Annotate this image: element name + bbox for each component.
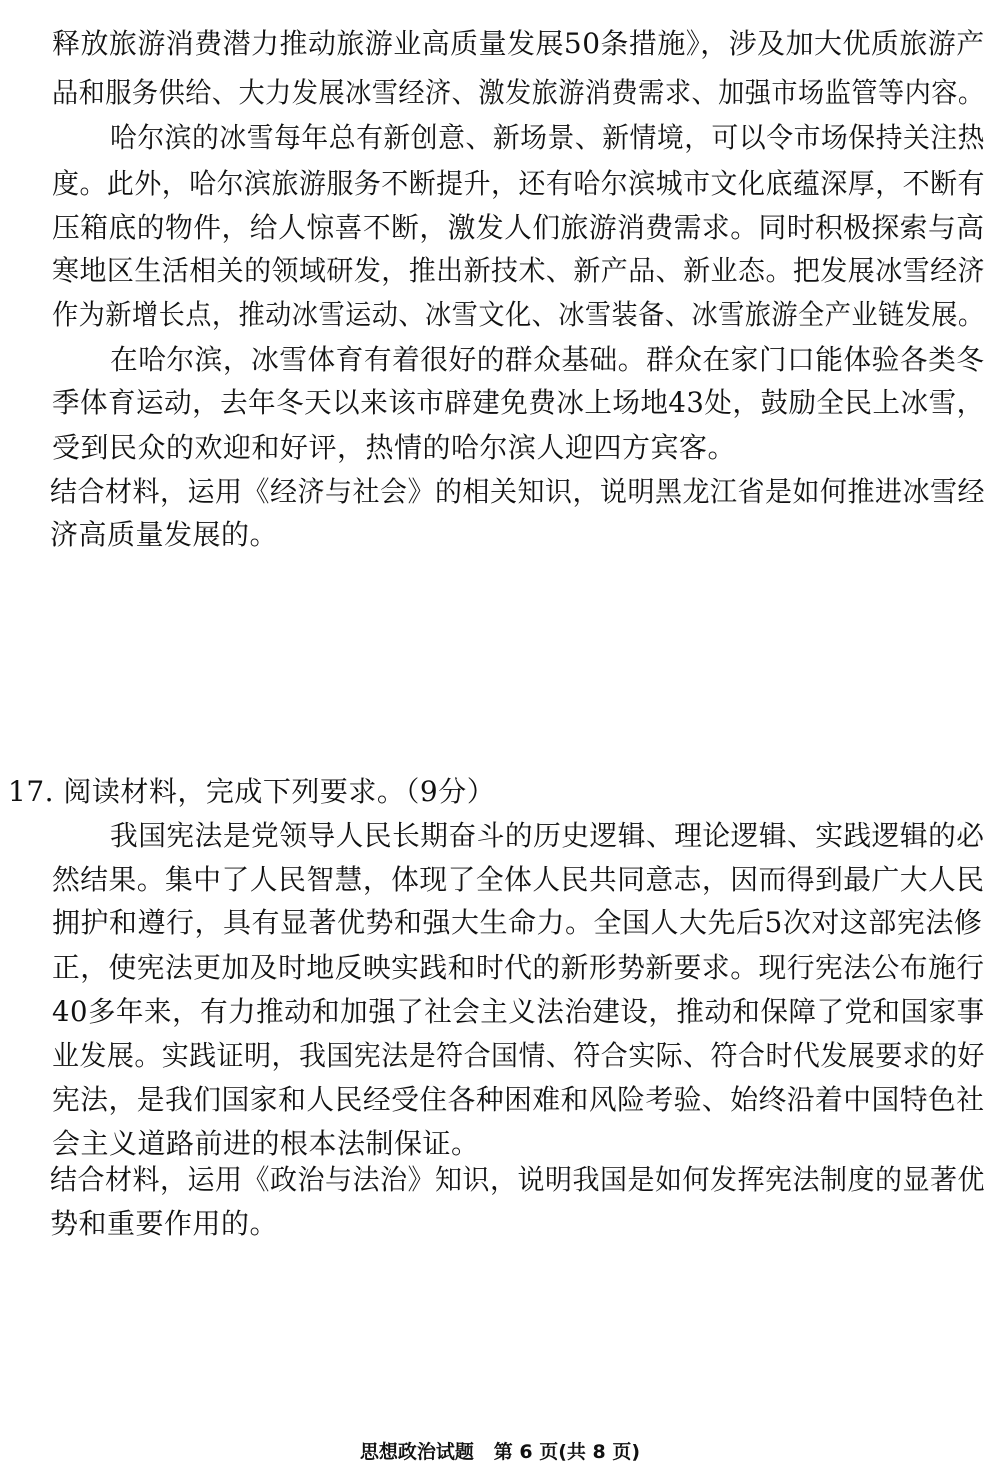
material-line: 压箱底的物件，给人惊喜不断，激发人们旅游消费需求。同时积极探索与高 (52, 211, 985, 244)
question-line: 济高质量发展的。 (50, 518, 279, 551)
material-line: 宪法，是我们国家和人民经受住各种困难和风险考验、始终沿着中国特色社 (52, 1083, 985, 1116)
material-line: 季体育运动，去年冬天以来该市辟建免费冰上场地43处，鼓励全民上冰雪， (52, 386, 985, 419)
material-line: 会主义道路前进的根本法制保证。 (52, 1127, 480, 1160)
material-line: 品和服务供给、大力发展冰雪经济、激发旅游消费需求、加强市场监管等内容。 (52, 76, 985, 109)
page-footer (0, 1440, 1000, 1464)
material-line: 度。此外，哈尔滨旅游服务不断提升，还有哈尔滨城市文化底蕴深厚，不断有 (52, 167, 985, 200)
material-line: 受到民众的欢迎和好评，热情的哈尔滨人迎四方宾客。 (52, 431, 737, 464)
material-line: 哈尔滨的冰雪每年总有新创意、新场景、新情境，可以令市场保持关注热 (110, 121, 985, 154)
question-line: 结合材料，运用《经济与社会》的相关知识，说明黑龙江省是如何推进冰雪经 (50, 475, 986, 508)
material-line: 40多年来，有力推动和加强了社会主义法治建设，推动和保障了党和国家事 (52, 995, 985, 1028)
question-line: 结合材料，运用《政治与法治》知识，说明我国是如何发挥宪法制度的显著优 (50, 1163, 986, 1196)
material-line: 释放旅游消费潜力推动旅游业高质量发展50条措施》，涉及加大优质旅游产 (52, 27, 985, 60)
material-line: 正，使宪法更加及时地反映实践和时代的新形势新要求。现行宪法公布施行 (52, 951, 985, 984)
material-line: 我国宪法是党领导人民长期奋斗的历史逻辑、理论逻辑、实践逻辑的必 (110, 819, 985, 852)
material-line: 业发展。实践证明，我国宪法是符合国情、符合实际、符合时代发展要求的好 (52, 1039, 985, 1072)
footer-subject: 思想政治试题 (359, 1441, 474, 1463)
q17-header: 17. 阅读材料，完成下列要求。（9分） (8, 775, 496, 808)
material-line: 然结果。集中了人民智慧，体现了全体人民共同意志，因而得到最广大人民 (52, 863, 985, 896)
material-line: 在哈尔滨，冰雪体育有着很好的群众基础。群众在家门口能体验各类冬 (110, 343, 985, 376)
material-line: 拥护和遵行，具有显著优势和强大生命力。全国人大先后5次对这部宪法修 (52, 906, 983, 939)
material-line: 寒地区生活相关的领域研发，推出新技术、新产品、新业态。把发展冰雪经济 (52, 254, 985, 287)
footer-page-number: 第 6 页(共 8 页) (493, 1441, 641, 1463)
material-line: 作为新增长点，推动冰雪运动、冰雪文化、冰雪装备、冰雪旅游全产业链发展。 (52, 298, 985, 331)
question-line: 势和重要作用的。 (50, 1207, 279, 1240)
